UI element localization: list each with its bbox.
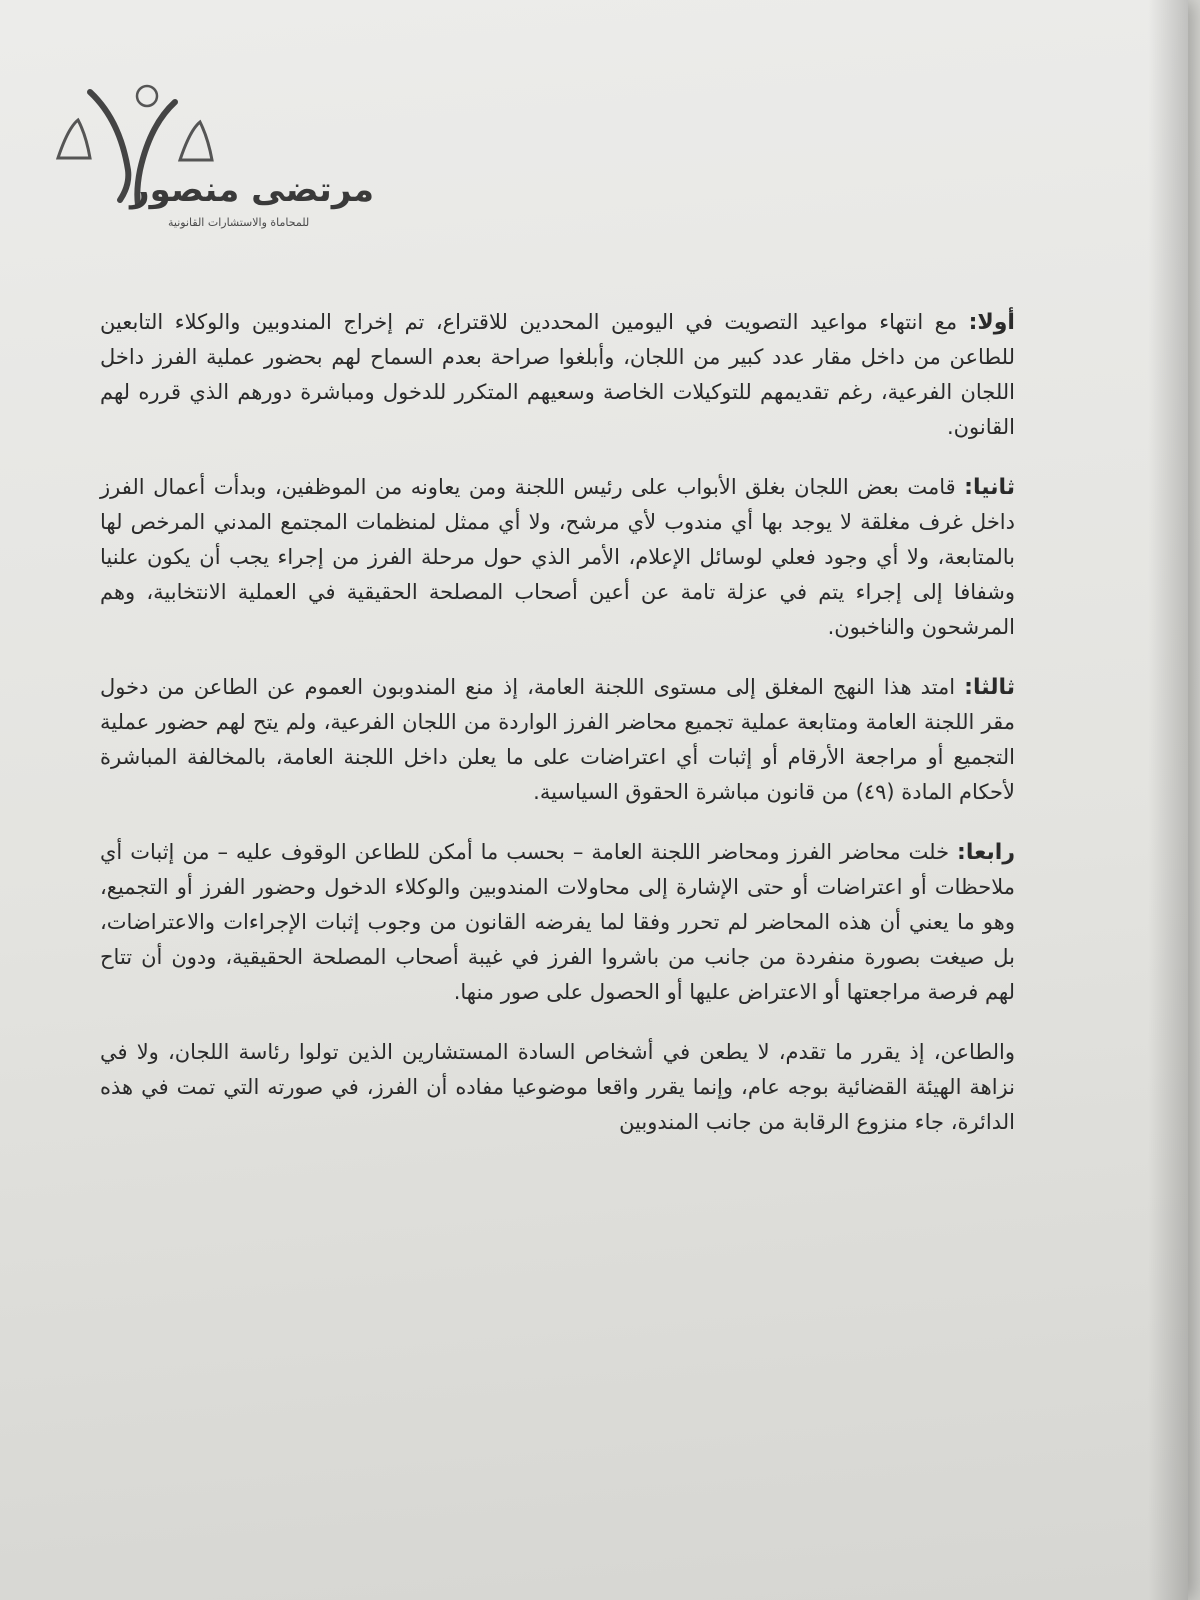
paragraph-lead: ثالثا:	[964, 675, 1015, 700]
paragraph-first	[100, 305, 1015, 445]
document-body	[100, 305, 1015, 1165]
paragraph-text: امتد هذا النهج المغلق إلى مستوى اللجنة العامة، إذ منع المندوبون العموم عن الطاعن من دخول مقر اللجنة العامة ومتابعة عملية تجميع محاضر الفرز الواردة من اللجان الفرعية، ولم يتح لهم حضور عملية التجميع أو مراجعة الأرقام أو إثبات أي اعتراضات على ما يعلن داخل اللجنة العامة، بالمخالفة المباشرة لأحكام المادة (٤٩) من قانون مباشرة الحقوق السياسية.	[100, 675, 1015, 804]
paragraph-text: مع انتهاء مواعيد التصويت في اليومين المحددين للاقتراع، تم إخراج المندوبين والوكلاء التابعين للطاعن من داخل مقار عدد كبير من اللجان، وأبلغوا صراحة بعدم السماح لهم بحضور عملية الفرز داخل اللجان الفرعية، رغم تقديمهم للتوكيلات الخاصة وسعيهم المتكرر للدخول ومباشرة دورهم الذي قرره لهم القانون.	[100, 310, 1015, 439]
firm-name: مرتضى منصور	[130, 170, 375, 210]
paragraph-lead: ثانيا:	[964, 475, 1015, 500]
paragraph-third	[100, 670, 1015, 810]
firm-tagline: للمحاماة والاستشارات القانونية	[168, 216, 310, 229]
paragraph-text: خلت محاضر الفرز ومحاضر اللجنة العامة – بحسب ما أمكن للطاعن الوقوف عليه – من إثبات أي ملاحظات أو اعتراضات أو حتى الإشارة إلى محاولات المندوبين والوكلاء الدخول وحضور الفرز أو التجميع، وهو ما يعني أن هذه المحاضر لم تحرر وفقا لما يفرضه القانون من وجوب إثبات الإجراءات والاعتراضات، بل صيغت بصورة منفردة من جانب من باشروا الفرز في غيبة أصحاب المصلحة الحقيقية، ودون أن تتاح لهم فرصة مراجعتها أو الاعتراض عليها أو الحصول على صور منها.	[100, 840, 1015, 1004]
paragraph-lead: أولا:	[968, 310, 1015, 335]
paragraph-fourth	[100, 835, 1015, 1010]
paragraph-conclusion	[100, 1035, 1015, 1140]
paragraph-second	[100, 470, 1015, 645]
paragraph-text: قامت بعض اللجان بغلق الأبواب على رئيس اللجنة ومن يعاونه من الموظفين، وبدأت أعمال الفرز داخل غرف مغلقة لا يوجد بها أي مندوب لأي مرشح، ولا أي ممثل لمنظمات المجتمع المدني المرخص لها بالمتابعة، ولا أي وجود فعلي لوسائل الإعلام، الأمر الذي حول مرحلة الفرز من إجراء يجب أن يكون علنيا وشفافا إلى إجراء يتم في عزلة تامة عن أعين أصحاب المصلحة الحقيقية في العملية الانتخابية، وهم المرشحون والناخبون.	[100, 475, 1015, 639]
paragraph-text: والطاعن، إذ يقرر ما تقدم، لا يطعن في أشخاص السادة المستشارين الذين تولوا رئاسة اللجان، ولا في نزاهة الهيئة القضائية بوجه عام، وإنما يقرر واقعا موضوعيا مفاده أن الفرز، في صورته التي تمت في هذه الدائرة، جاء منزوع الرقابة من جانب المندوبين	[100, 1040, 1015, 1134]
page-edge-shadow	[1148, 0, 1188, 1600]
paragraph-lead: رابعا:	[957, 840, 1015, 865]
